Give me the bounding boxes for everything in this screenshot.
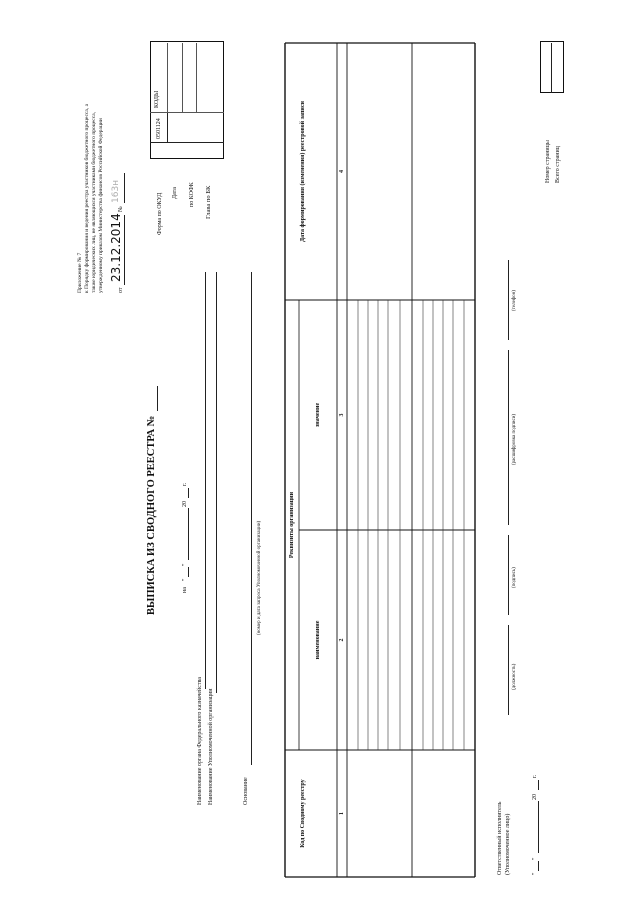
basis-caption: (номер и дата запроса Уполномоченной организации) — [257, 520, 262, 635]
okud-label: Форма по ОКУД — [157, 192, 163, 235]
appendix-date: 23.12.2014 — [109, 213, 123, 282]
phone-underline — [508, 260, 509, 340]
treasury-label: Наименование органа Федерального казначейства — [197, 677, 203, 805]
responsible-label-1: Ответственный исполнитель — [497, 801, 503, 875]
title-date-century: 20 — [182, 501, 188, 507]
responsible-label-2: (Уполномоченное лицо) — [505, 813, 511, 875]
column-header-code-text: Код по Сводному реестру — [300, 779, 306, 848]
column-number-1: 1 — [339, 812, 345, 815]
codes-header: КОДЫ — [154, 90, 160, 108]
phone-caption: (телефон) — [512, 290, 517, 311]
appendix-number: 163н — [111, 179, 121, 203]
sign-date-quote-close: " — [532, 857, 538, 860]
sign-date-quote: " — [532, 872, 538, 875]
sign-date-year: г. — [532, 774, 538, 778]
column-group-header: Реквизиты организации — [289, 491, 295, 559]
total-pages-label: Всего страниц — [555, 146, 561, 183]
sign-caption: (подпись) — [512, 567, 517, 588]
appendix-line-3: также юридических лиц, не являющихся участниками бюджетного процесса, — [91, 111, 97, 293]
page-title: ВЫПИСКА ИЗ СВОДНОГО РЕЕСТРА № — [146, 415, 157, 615]
column-header-code — [300, 750, 306, 877]
okud-value: 0501124 — [156, 118, 162, 139]
authorized-org-label: Наименование Уполномоченной организации — [208, 688, 214, 805]
column-header-date: Дата формирования (изменения) реестровой записи — [300, 101, 306, 242]
date-code-label: Дата — [172, 187, 178, 199]
title-date-quote: " — [182, 578, 188, 581]
appendix-line-1: Приложение № 7 — [77, 252, 83, 293]
page-number-label: Номер страницы — [545, 140, 551, 183]
column-number-3: 3 — [339, 413, 345, 417]
appendix-date-prefix: от — [118, 287, 124, 293]
position-caption: (должность) — [512, 663, 517, 690]
title-date-year: г. — [182, 482, 188, 486]
sign-year-underline — [538, 780, 539, 790]
column-header-value: значение — [315, 402, 321, 428]
kofk-label: по КОФК — [189, 182, 195, 207]
appendix-line-4: утвержденному приказом Министерства финансов Российской Федерации — [98, 118, 104, 293]
column-number-4: 4 — [339, 170, 345, 173]
appendix-number-label: № — [118, 206, 124, 212]
title-date-on: на — [182, 587, 188, 593]
basis-label: Основание — [243, 777, 249, 805]
sign-day-underline — [538, 861, 539, 871]
decode-caption: (расшифровка подписи) — [512, 413, 517, 465]
sign-month-underline — [538, 801, 539, 853]
bk-label: Глава по БК — [205, 185, 212, 219]
sign-underline — [508, 535, 509, 615]
title-date-quote-close: " — [182, 563, 188, 566]
appendix-line-2: к Порядку формирования и ведения реестра участников бюджетного процесса, а — [84, 103, 90, 293]
column-header-name: наименование — [315, 620, 321, 660]
sign-date-century: 20 — [532, 794, 538, 800]
column-number-2: 2 — [339, 638, 345, 642]
position-underline — [508, 625, 509, 715]
decode-underline — [508, 350, 509, 525]
